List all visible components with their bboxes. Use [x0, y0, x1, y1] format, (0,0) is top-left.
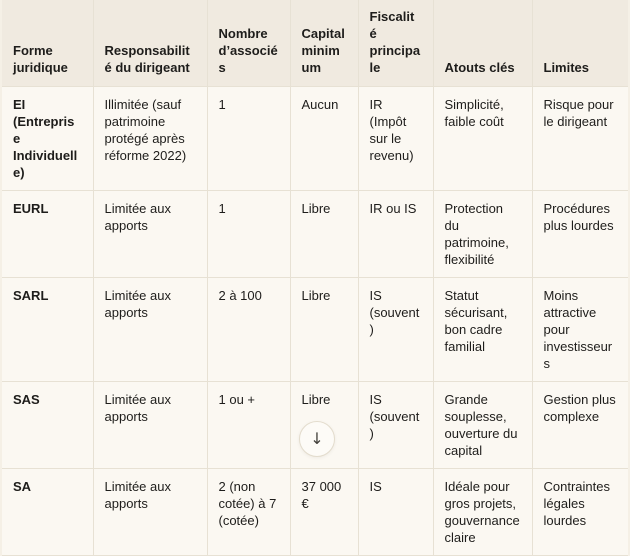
cell-limites: Risque pour le dirigeant: [532, 87, 628, 191]
cell-nombre-associes: 1: [207, 87, 290, 191]
cell-nombre-associes: 2 (non cotée) à 7 (cotée): [207, 469, 290, 556]
cell-fiscalite: IR (Impôt sur le revenu): [358, 87, 433, 191]
scroll-down-button[interactable]: [299, 421, 335, 457]
cell-nombre-associes: 1: [207, 191, 290, 278]
cell-capital-minimum: Aucun: [290, 87, 358, 191]
table-row-sarl: [2, 278, 628, 382]
cell-fiscalite: IS: [358, 469, 433, 556]
cell-forme-juridique: EURL: [2, 191, 93, 278]
column-header-nombre-associes: Nombre d’associés: [207, 0, 290, 87]
cell-atouts: Protection du patrimoine, flexibilité: [433, 191, 532, 278]
cell-fiscalite: IS (souvent): [358, 278, 433, 382]
cell-limites: Gestion plus complexe: [532, 382, 628, 469]
cell-responsabilite: Illimitée (sauf patrimoine protégé après réforme 2022): [93, 87, 207, 191]
cell-forme-juridique: SA: [2, 469, 93, 556]
legal-forms-table-container: [2, 0, 628, 556]
table-row-eurl: [2, 191, 628, 278]
cell-capital-minimum: 37 000 €: [290, 469, 358, 556]
cell-nombre-associes: 2 à 100: [207, 278, 290, 382]
column-header-fiscalite-principale: Fiscalité principale: [358, 0, 433, 87]
cell-atouts: Grande souplesse, ouverture du capital: [433, 382, 532, 469]
cell-forme-juridique: SARL: [2, 278, 93, 382]
cell-forme-juridique: EI (Entreprise Individuelle): [2, 87, 93, 191]
cell-capital-minimum: Libre: [290, 278, 358, 382]
column-header-forme-juridique: Forme juridique: [2, 0, 93, 87]
cell-fiscalite: IS (souvent): [358, 382, 433, 469]
cell-atouts: Statut sécurisant, bon cadre familial: [433, 278, 532, 382]
cell-capital-minimum: Libre: [290, 191, 358, 278]
cell-limites: Procédures plus lourdes: [532, 191, 628, 278]
cell-fiscalite: IR ou IS: [358, 191, 433, 278]
cell-atouts: Simplicité, faible coût: [433, 87, 532, 191]
cell-responsabilite: Limitée aux apports: [93, 191, 207, 278]
column-header-capital-minimum: Capital minimum: [290, 0, 358, 87]
table-header-row: [2, 0, 628, 87]
cell-responsabilite: Limitée aux apports: [93, 469, 207, 556]
cell-limites: Moins attractive pour investisseurs: [532, 278, 628, 382]
cell-forme-juridique: SAS: [2, 382, 93, 469]
column-header-atouts-cles: Atouts clés: [433, 0, 532, 87]
table-row-ei: [2, 87, 628, 191]
legal-forms-comparison-table: [2, 0, 628, 556]
cell-nombre-associes: 1 ou +: [207, 382, 290, 469]
cell-limites: Contraintes légales lourdes: [532, 469, 628, 556]
table-row-sa: [2, 469, 628, 556]
cell-atouts: Idéale pour gros projets, gouvernance claire: [433, 469, 532, 556]
cell-capital-minimum: Libre: [290, 382, 358, 469]
cell-responsabilite: Limitée aux apports: [93, 382, 207, 469]
cell-responsabilite: Limitée aux apports: [93, 278, 207, 382]
column-header-limites: Limites: [532, 0, 628, 87]
down-arrow-icon: ↓: [310, 429, 324, 448]
column-header-responsabilite-dirigeant: Responsabilité du dirigeant: [93, 0, 207, 87]
